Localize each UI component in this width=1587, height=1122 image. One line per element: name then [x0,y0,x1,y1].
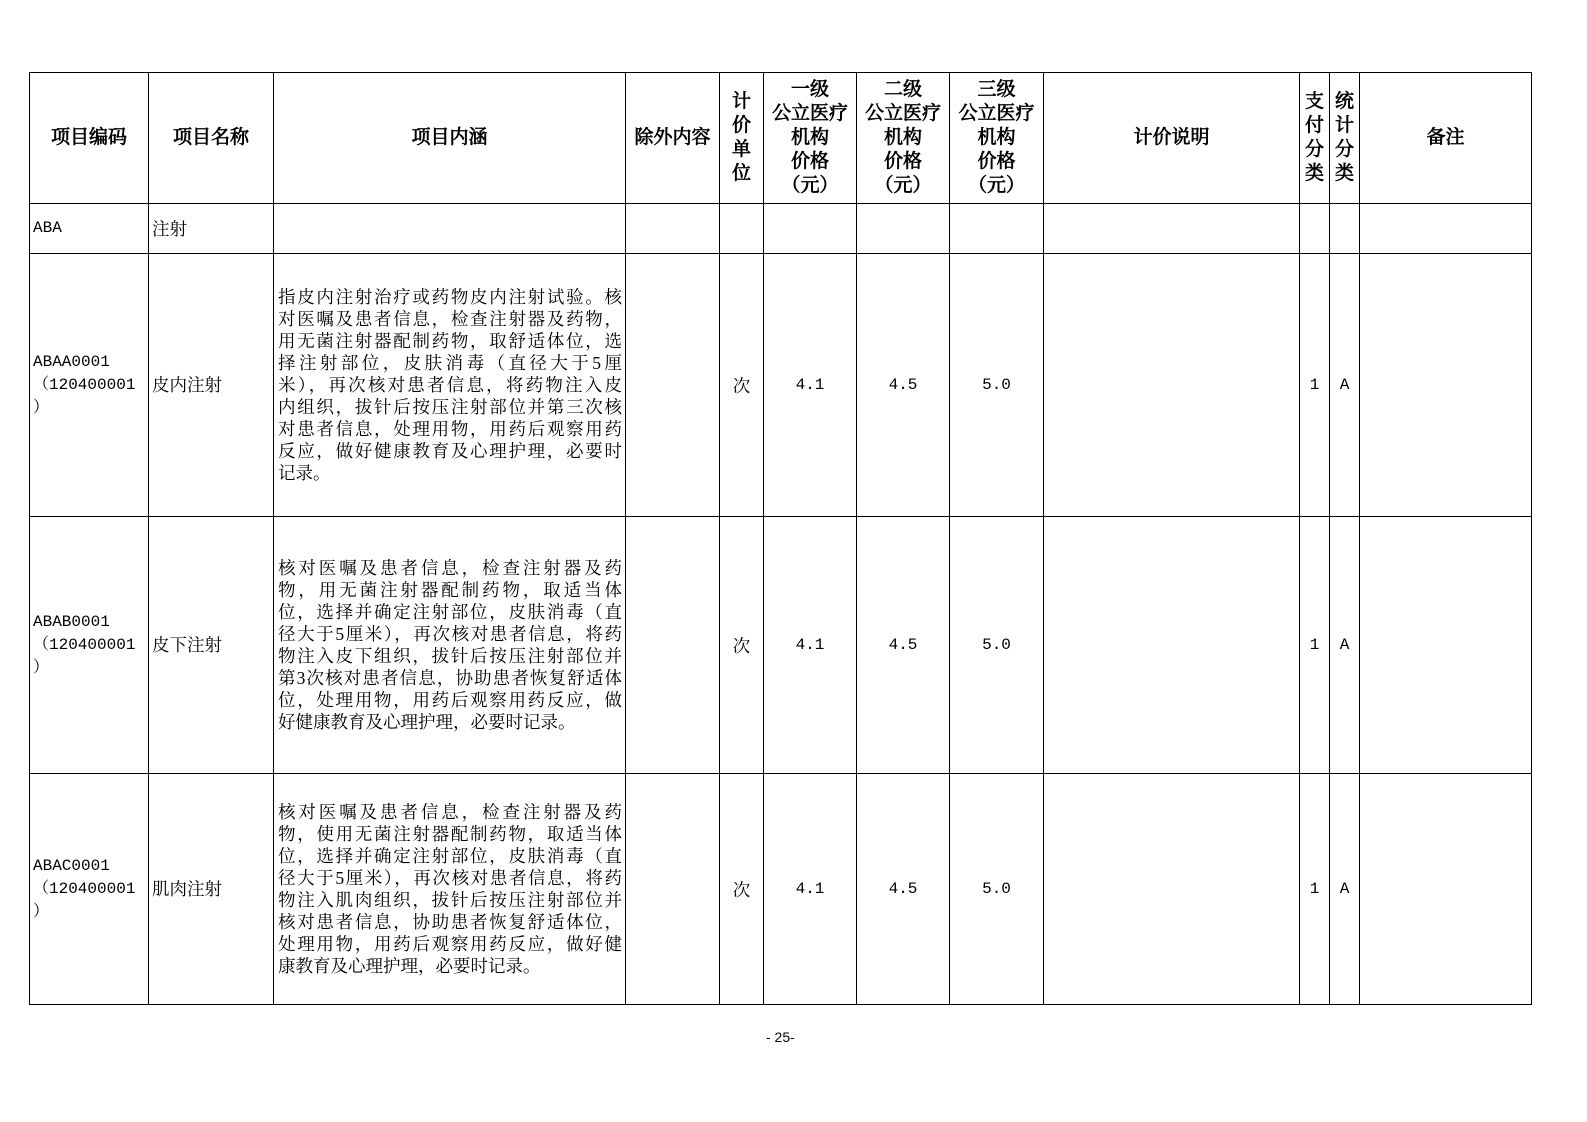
cell-price-level1: 4.1 [764,774,857,1005]
header-exclusion: 除外内容 [626,73,720,204]
content-line: 位，处理用物，用药后观察用药反应，做 [278,690,622,710]
cell-stat-category [1330,204,1360,254]
header-price-level1-line: 机构 [790,127,829,148]
header-stat-category [1330,73,1360,204]
code-line: ABAC0001 [33,856,110,875]
content-line: 指皮内注射治疗或药物皮内注射试验。核 [278,287,622,307]
cell-content [274,517,626,774]
cell-payment-category [1300,204,1330,254]
cell-payment-category: 1 [1300,517,1330,774]
table-row [30,517,1532,774]
cell-code [30,254,149,517]
cell-name: 注射 [149,204,274,254]
cell-stat-category: A [1330,254,1360,517]
content-line: 物注入肌肉组织，拔针后按压注射部位并 [278,890,622,910]
header-price-level2-line: 公立医疗 [864,103,941,124]
content-line: 第3次核对患者信息，协助患者恢复舒适体 [278,668,622,688]
header-remarks: 备注 [1360,73,1532,204]
cell-price-level3: 5.0 [950,774,1044,1005]
cell-name: 皮内注射 [149,254,274,517]
header-price-level2-line: 机构 [883,127,922,148]
header-price-level3-line: 三级 [977,79,1016,100]
header-payment-category-label: 支付分类 [1304,91,1324,184]
code-line: ABAB0001 [33,612,110,631]
content-line: 反应，做好健康教育及心理护理，必要时 [278,441,622,461]
content-line: 物，用无菌注射器配制药物，取适当体 [278,580,622,600]
table-row [30,254,1532,517]
header-price-level2 [857,73,950,204]
cell-stat-category: A [1330,517,1360,774]
header-code: 项目编码 [30,73,149,204]
cell-price-level3 [950,204,1044,254]
cell-remarks [1360,774,1532,1005]
cell-name: 皮下注射 [149,517,274,774]
cell-pricing-note [1044,774,1300,1005]
code-line: ABA [33,219,62,237]
cell-remarks [1360,254,1532,517]
cell-remarks [1360,204,1532,254]
cell-pricing-note [1044,204,1300,254]
cell-name: 肌肉注射 [149,774,274,1005]
header-price-level1 [764,73,857,204]
code-line: ） [33,902,50,921]
content-line: 核对患者信息，协助患者恢复舒适体位， [278,912,622,932]
content-line: 核对医嘱及患者信息，检查注射器及药 [278,802,622,822]
header-price-level2-line: （元） [874,175,932,196]
header-price-level3-line: 公立医疗 [958,103,1035,124]
cell-price-level2: 4.5 [857,254,950,517]
cell-pricing-note [1044,517,1300,774]
cell-stat-category: A [1330,774,1360,1005]
cell-price-level2 [857,204,950,254]
code-line: （120400001 [33,879,136,898]
content-line: 择注射部位，皮肤消毒（直径大于5厘 [278,353,622,373]
cell-exclusion [626,204,720,254]
cell-payment-category: 1 [1300,774,1330,1005]
content-line: 处理用物，用药后观察用药反应，做好健 [278,934,622,954]
content-line: 内组织，拔针后按压注射部位并第三次核 [278,397,622,417]
header-price-level1-line: 一级 [790,79,829,100]
content-line: 用无菌注射器配制药物，取舒适体位，选 [278,331,622,351]
content-line: 记录。 [278,463,331,483]
cell-remarks [1360,517,1532,774]
cell-price-level1: 4.1 [764,517,857,774]
cell-pricing-note [1044,254,1300,517]
cell-price-level3: 5.0 [950,254,1044,517]
cell-content [274,254,626,517]
page-number: - 25- [766,1029,795,1045]
header-unit-label: 计价单位 [731,91,751,184]
cell-unit: 次 [720,774,764,1005]
cell-payment-category: 1 [1300,254,1330,517]
cell-exclusion [626,254,720,517]
content-line: 好健康教育及心理护理，必要时记录。 [278,712,576,732]
content-line: 径大于5厘米），再次核对患者信息，将药 [278,624,622,644]
cell-unit: 次 [720,254,764,517]
header-name: 项目名称 [149,73,274,204]
content-line: 对医嘱及患者信息，检查注射器及药物， [278,309,622,329]
cell-exclusion [626,774,720,1005]
table-row [30,774,1532,1005]
code-line: （120400001 [33,375,136,394]
code-line: ） [33,398,50,417]
header-pricing-note: 计价说明 [1044,73,1300,204]
content-line: 位，选择并确定注射部位，皮肤消毒（直 [278,602,622,622]
content-line: 核对医嘱及患者信息，检查注射器及药 [278,558,622,578]
cell-price-level2: 4.5 [857,517,950,774]
header-price-level2-line: 二级 [883,79,922,100]
header-stat-category-label: 统计分类 [1334,91,1354,184]
header-price-level1-line: 公立医疗 [771,103,848,124]
cell-code [30,774,149,1005]
cell-content [274,774,626,1005]
table-header-row [30,73,1532,204]
header-content: 项目内涵 [274,73,626,204]
code-line: ABAA0001 [33,352,110,371]
cell-code [30,204,149,254]
cell-code [30,517,149,774]
content-line: 米），再次核对患者信息，将药物注入皮 [278,375,622,395]
cell-unit [720,204,764,254]
cell-unit: 次 [720,517,764,774]
content-line: 康教育及心理护理，必要时记录。 [278,956,541,976]
header-price-level3-line: （元） [967,175,1025,196]
content-line: 物，使用无菌注射器配制药物，取适当体 [278,824,622,844]
pricing-table [29,72,1532,1005]
header-unit [720,73,764,204]
content-line: 径大于5厘米），再次核对患者信息，将药 [278,868,622,888]
table-row [30,204,1532,254]
content-line: 物注入皮下组织，拔针后按压注射部位并 [278,646,622,666]
cell-price-level1: 4.1 [764,254,857,517]
code-line: ） [33,658,50,677]
header-price-level2-line: 价格 [883,151,922,172]
header-price-level3 [950,73,1044,204]
cell-price-level1 [764,204,857,254]
code-line: （120400001 [33,635,136,654]
content-line: 位，选择并确定注射部位，皮肤消毒（直 [278,846,622,866]
cell-exclusion [626,517,720,774]
cell-price-level2: 4.5 [857,774,950,1005]
content-line: 对患者信息，处理用物，用药后观察用药 [278,419,622,439]
header-price-level1-line: 价格 [790,151,829,172]
header-price-level3-line: 机构 [977,127,1016,148]
header-price-level1-line: （元） [781,175,839,196]
cell-price-level3: 5.0 [950,517,1044,774]
header-payment-category [1300,73,1330,204]
cell-content [274,204,626,254]
header-price-level3-line: 价格 [977,151,1016,172]
